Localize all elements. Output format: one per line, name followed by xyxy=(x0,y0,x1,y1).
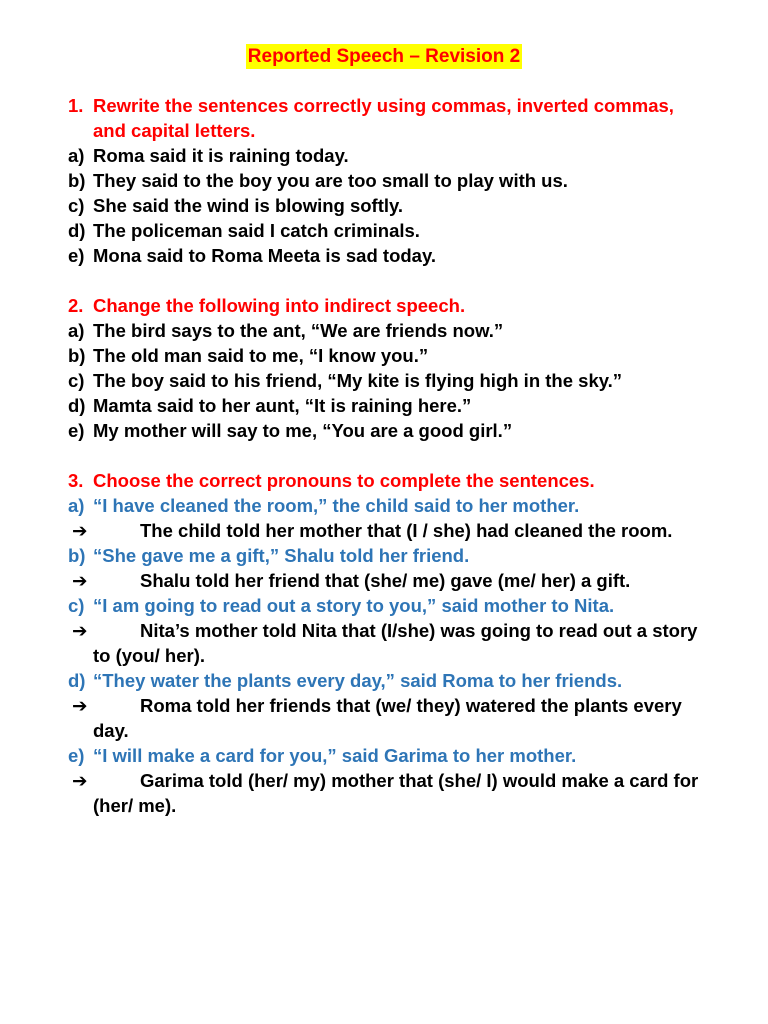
item-text: “They water the plants every day,” said Roma to her friends. xyxy=(93,670,623,691)
section-1-item-d xyxy=(68,218,728,243)
item-text: “I have cleaned the room,” the child said to her mother. xyxy=(93,495,580,516)
section-3-item-b xyxy=(68,543,728,568)
item-text: The policeman said I catch criminals. xyxy=(93,220,420,241)
arrow-icon: ➔ xyxy=(72,570,88,591)
answer-text: Roma told her friends that (we/ they) watered the plants every xyxy=(140,695,682,716)
arrow-icon: ➔ xyxy=(72,520,88,541)
item-label: c) xyxy=(68,195,85,216)
item-label: b) xyxy=(68,545,86,566)
section-3-answer-d-continued xyxy=(68,718,728,743)
section-3-answer-a xyxy=(68,518,728,543)
section-2-item-c xyxy=(68,368,728,393)
worksheet-content xyxy=(68,93,728,818)
item-label: e) xyxy=(68,420,85,441)
title-wrap xyxy=(0,44,768,69)
section-1-item-e xyxy=(68,243,728,268)
section-1-item-a xyxy=(68,143,728,168)
item-label: d) xyxy=(68,395,86,416)
section-3-number: 3. xyxy=(68,470,84,491)
item-text: “She gave me a gift,” Shalu told her friend. xyxy=(93,545,470,566)
section-3-item-d xyxy=(68,668,728,693)
section-2-heading xyxy=(68,293,728,318)
section-3-item-e xyxy=(68,743,728,768)
answer-text: Shalu told her friend that (she/ me) gave (me/ her) a gift. xyxy=(140,570,631,591)
section-3-heading-text: Choose the correct pronouns to complete the sentences. xyxy=(93,470,595,491)
item-text: “I will make a card for you,” said Garima to her mother. xyxy=(93,745,577,766)
page-title: Reported Speech – Revision 2 xyxy=(247,46,521,67)
item-label: a) xyxy=(68,495,85,516)
item-label: d) xyxy=(68,670,86,691)
item-label: a) xyxy=(68,320,85,341)
item-label: b) xyxy=(68,345,86,366)
item-text: “I am going to read out a story to you,” said mother to Nita. xyxy=(93,595,615,616)
section-2-item-e xyxy=(68,418,728,443)
item-label: c) xyxy=(68,370,85,391)
section-gap xyxy=(68,443,728,468)
answer-text: The child told her mother that (I / she) had cleaned the room. xyxy=(140,520,673,541)
section-3-answer-b xyxy=(68,568,728,593)
section-1-item-c xyxy=(68,193,728,218)
arrow-icon: ➔ xyxy=(72,620,88,641)
answer-text-continued: day. xyxy=(93,720,129,741)
answer-text-continued: (her/ me). xyxy=(93,795,177,816)
item-text: The boy said to his friend, “My kite is flying high in the sky.” xyxy=(93,370,623,391)
section-1-heading-line-1: Rewrite the sentences correctly using commas, inverted commas, xyxy=(93,95,674,116)
answer-text-continued: to (you/ her). xyxy=(93,645,206,666)
section-3-item-a xyxy=(68,493,728,518)
section-2-heading-text: Change the following into indirect speech. xyxy=(93,295,466,316)
section-2-item-b xyxy=(68,343,728,368)
section-2-item-d xyxy=(68,393,728,418)
item-text: The bird says to the ant, “We are friends now.” xyxy=(93,320,504,341)
section-1-heading xyxy=(68,93,728,143)
answer-text: Garima told (her/ my) mother that (she/ I) would make a card for xyxy=(140,770,699,791)
section-2-number: 2. xyxy=(68,295,84,316)
item-text: The old man said to me, “I know you.” xyxy=(93,345,429,366)
section-1-heading-line-2: and capital letters. xyxy=(93,120,256,141)
item-label: d) xyxy=(68,220,86,241)
section-3-answer-e-continued xyxy=(68,793,728,818)
item-label: c) xyxy=(68,595,85,616)
arrow-icon: ➔ xyxy=(72,770,88,791)
item-text: Mamta said to her aunt, “It is raining here.” xyxy=(93,395,472,416)
section-2-item-a xyxy=(68,318,728,343)
section-3-answer-c-continued xyxy=(68,643,728,668)
arrow-icon: ➔ xyxy=(72,695,88,716)
item-label: e) xyxy=(68,745,85,766)
section-gap xyxy=(68,268,728,293)
section-1-number: 1. xyxy=(68,95,84,116)
section-1-item-b xyxy=(68,168,728,193)
section-3-answer-d xyxy=(68,693,728,718)
item-label: b) xyxy=(68,170,86,191)
section-3-answer-e xyxy=(68,768,728,793)
item-text: My mother will say to me, “You are a good girl.” xyxy=(93,420,513,441)
item-label: e) xyxy=(68,245,85,266)
item-text: Mona said to Roma Meeta is sad today. xyxy=(93,245,437,266)
item-label: a) xyxy=(68,145,85,166)
section-3-answer-c xyxy=(68,618,728,643)
section-3-heading xyxy=(68,468,728,493)
item-text: She said the wind is blowing softly. xyxy=(93,195,404,216)
section-3-item-c xyxy=(68,593,728,618)
item-text: Roma said it is raining today. xyxy=(93,145,349,166)
answer-text: Nita’s mother told Nita that (I/she) was going to read out a story xyxy=(140,620,698,641)
item-text: They said to the boy you are too small to play with us. xyxy=(93,170,568,191)
